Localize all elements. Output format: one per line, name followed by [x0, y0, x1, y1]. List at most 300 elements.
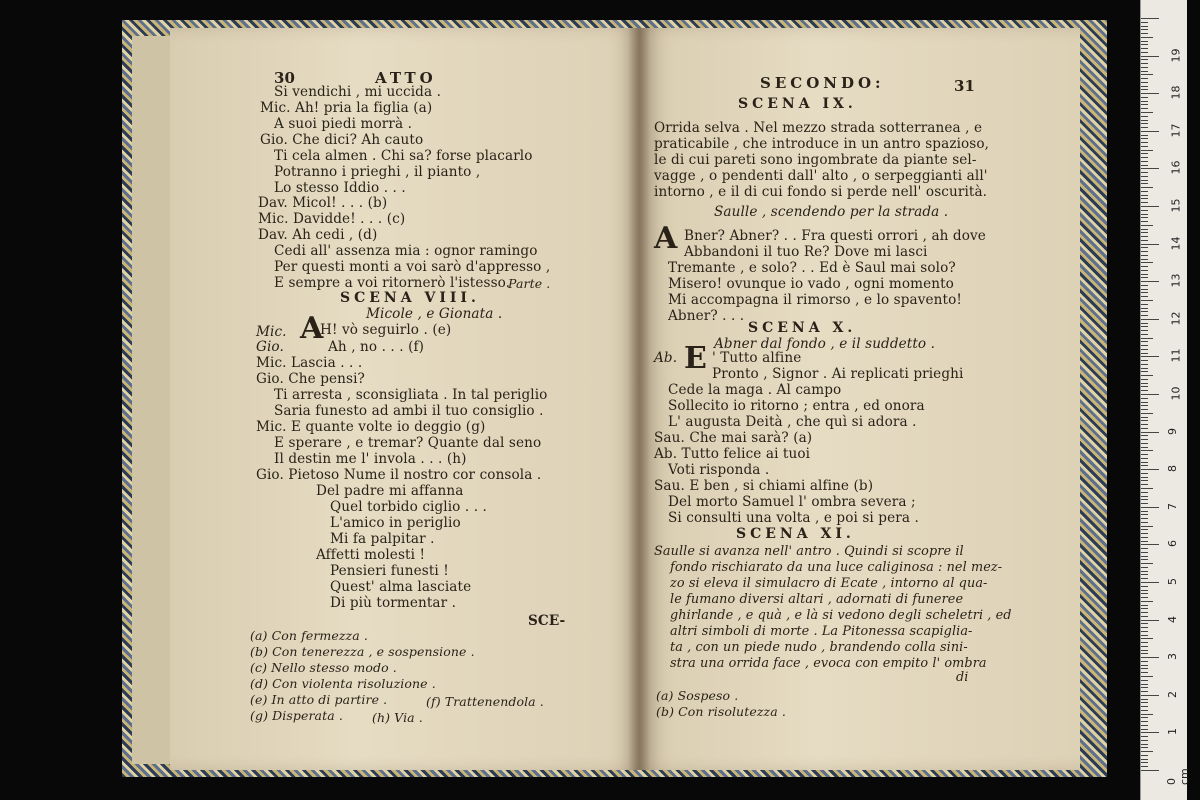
ruler-tick [1141, 496, 1148, 497]
stage-line: stra una orrida face , evoca con empito l' ombra [670, 656, 987, 671]
ruler-tick [1141, 770, 1159, 771]
ruler-tick [1141, 59, 1148, 60]
ruler-tick [1141, 33, 1148, 34]
ruler-tick [1141, 744, 1148, 745]
ruler-tick [1141, 146, 1148, 147]
ruler-tick [1141, 420, 1148, 421]
text-line: H! vò seguirlo . (e) [320, 322, 452, 338]
stage-line: zo si eleva il simulacro di Ecate , intorno al qua- [670, 576, 988, 591]
text-line: Ab. Tutto felice ai tuoi [654, 446, 811, 462]
page-edges [132, 36, 175, 764]
ruler-tick [1141, 274, 1148, 275]
text-line: E sempre a voi ritornerò l'istesso. [274, 275, 511, 291]
ruler-tick [1141, 326, 1148, 327]
text-line: Abbandoni il tuo Re? Dove mi lasci [684, 244, 928, 260]
text-line: Per questi monti a voi sarò d'appresso , [274, 259, 551, 275]
ruler-tick [1141, 52, 1148, 53]
ruler-tick [1141, 492, 1148, 493]
ruler-tick [1141, 668, 1148, 669]
text-line: E sperare , e tremar? Quante dal seno [274, 435, 542, 451]
ruler-tick [1141, 650, 1148, 651]
ruler-number: 17 [1169, 123, 1183, 138]
ruler-tick [1141, 511, 1148, 512]
ruler-tick [1141, 37, 1153, 38]
ruler-tick [1141, 289, 1148, 290]
ruler-number: 15 [1169, 198, 1183, 213]
ruler-number: 7 [1166, 502, 1179, 510]
ruler-tick [1141, 533, 1148, 534]
ruler-tick [1141, 631, 1148, 632]
ruler-tick [1141, 657, 1159, 658]
ruler-tick [1141, 304, 1148, 305]
text-line: Del morto Samuel l' ombra severa ; [668, 494, 916, 510]
right-page [640, 28, 1080, 770]
ruler-tick [1141, 544, 1159, 545]
ruler-tick [1141, 101, 1148, 102]
text-line: Lo stesso Iddio . . . [274, 180, 406, 196]
measuring-ruler [1140, 0, 1191, 800]
footnote: (a) Sospeso . [656, 688, 739, 703]
catchword: di [956, 670, 969, 685]
ruler-tick [1141, 665, 1148, 666]
ruler-tick [1141, 364, 1148, 365]
ruler-tick [1141, 480, 1148, 481]
ruler-tick [1141, 89, 1148, 90]
stage-line: Orrida selva . Nel mezzo strada sotterranea , e [654, 120, 983, 136]
text-line: Pensieri funesti ! [330, 563, 449, 579]
ruler-tick [1141, 48, 1148, 49]
ruler-tick [1141, 435, 1148, 436]
footnote: (g) Disperata . [250, 708, 343, 723]
ruler-tick [1141, 518, 1148, 519]
ruler-tick [1141, 762, 1148, 763]
ruler-tick [1141, 559, 1148, 560]
ruler-tick [1141, 537, 1148, 538]
ruler-tick [1141, 522, 1148, 523]
ruler-number: 3 [1166, 653, 1179, 661]
ruler-tick [1141, 684, 1148, 685]
ruler-tick [1141, 586, 1148, 587]
ruler-tick [1141, 747, 1148, 748]
ruler-tick [1141, 153, 1148, 154]
page-number: 30 [274, 69, 296, 87]
ruler-tick [1141, 277, 1148, 278]
stage-line: ghirlande , e quà , e là si vedono degli scheletri , ed [670, 608, 1012, 623]
text-line: Voti risponda . [668, 462, 770, 478]
stage-line: altri simboli di morte . La Pitonessa scapiglia- [670, 624, 973, 639]
ruler-tick [1141, 138, 1148, 139]
text-line: Misero! ovunque io vado , ogni momento [668, 276, 954, 292]
footnote: (b) Con risolutezza . [656, 704, 786, 719]
ruler-tick [1141, 736, 1148, 737]
footnote: (a) Con fermezza . [250, 628, 368, 643]
text-line: Sau. Che mai sarà? (a) [654, 430, 813, 446]
ruler-tick [1141, 330, 1148, 331]
ruler-tick [1141, 556, 1148, 557]
ruler-tick [1141, 379, 1148, 380]
ruler-tick [1141, 473, 1148, 474]
ruler-tick [1141, 285, 1148, 286]
ruler-number: 8 [1166, 465, 1179, 473]
ruler-tick [1141, 702, 1148, 703]
page-number: 31 [954, 77, 976, 95]
ruler-tick [1141, 646, 1148, 647]
ruler-tick [1141, 447, 1148, 448]
ruler-number: 14 [1169, 236, 1183, 251]
ruler-tick [1141, 465, 1148, 466]
ruler-tick [1141, 262, 1153, 263]
ruler-tick [1141, 413, 1153, 414]
ruler-tick [1141, 195, 1148, 196]
stage-line: vagge , o pendenti dall' alto , o serpeggianti all' [654, 168, 988, 184]
catchword: SCE- [528, 613, 566, 629]
ruler-number: 5 [1166, 578, 1179, 585]
ruler-tick [1141, 315, 1148, 316]
text-line: Cedi all' assenza mia : ognor ramingo [274, 243, 538, 259]
text-line: Mic. E quante volte io deggio (g) [256, 419, 486, 435]
ruler-tick [1141, 616, 1148, 617]
ruler-tick [1141, 356, 1159, 357]
footnote: (e) In atto di partire . [250, 692, 388, 707]
ruler-tick [1141, 44, 1148, 45]
ruler-tick [1141, 67, 1148, 68]
scene-heading: SCENA VIII. [340, 290, 480, 306]
ruler-tick [1141, 116, 1148, 117]
footnote: (f) Trattenendola . [426, 694, 544, 709]
ruler-tick [1141, 563, 1153, 564]
ruler-tick [1141, 232, 1148, 233]
ruler-number: 11 [1169, 348, 1183, 363]
ruler-tick [1141, 484, 1148, 485]
text-line: L' augusta Deità , che quì si adora . [668, 414, 917, 430]
ruler-tick [1141, 26, 1148, 27]
stage-line: le fumano diversi altari , adornati di funeree [670, 592, 964, 607]
ruler-tick [1141, 526, 1153, 527]
ruler-tick [1141, 402, 1148, 403]
text-line: Mic. Lascia . . . [256, 355, 363, 371]
stage-line: fondo rischiarato da una luce caliginosa : nel mez- [670, 560, 1003, 575]
ruler-tick [1141, 627, 1148, 628]
ruler-tick [1141, 443, 1148, 444]
text-line: Quel torbido ciglio . . . [330, 499, 487, 515]
ruler-tick [1141, 605, 1148, 606]
ruler-number: 13 [1169, 273, 1183, 288]
text-line: Si vendichi , mi uccida . [274, 84, 442, 100]
text-line: Ah , no . . . (f) [328, 339, 425, 355]
ruler-tick [1141, 323, 1148, 324]
ruler-tick [1141, 86, 1148, 87]
ruler-tick [1141, 383, 1148, 384]
running-head: ATTO [375, 69, 437, 87]
text-line: ' Tutto alfine [712, 350, 802, 366]
text-line: Sau. E ben , si chiami alfine (b) [654, 478, 874, 494]
speaker: Gio. [256, 339, 284, 355]
text-line: Bner? Abner? . . Fra questi orrori , ah dove [684, 228, 986, 244]
ruler-tick [1141, 217, 1148, 218]
ruler-tick [1141, 409, 1148, 410]
ruler-tick [1141, 417, 1148, 418]
ruler-tick [1141, 63, 1148, 64]
ruler-tick [1141, 187, 1153, 188]
ruler-number: 16 [1169, 160, 1183, 175]
exit-note: Parte . [508, 276, 551, 291]
ruler-tick [1141, 123, 1148, 124]
ruler-tick [1141, 18, 1159, 19]
text-line: Del padre mi affanna [316, 483, 464, 499]
stage-direction: Micole , e Gionata . [366, 306, 503, 322]
ruler-tick [1141, 56, 1159, 57]
text-line: Affetti molesti ! [316, 547, 426, 563]
ruler-tick [1141, 375, 1153, 376]
ruler-tick [1141, 653, 1148, 654]
ruler-tick [1141, 717, 1148, 718]
ruler-tick [1141, 503, 1148, 504]
ruler-tick [1141, 191, 1148, 192]
ruler-tick [1141, 131, 1159, 132]
text-line: Il destin me l' invola . . . (h) [274, 451, 467, 467]
ruler-tick [1141, 353, 1148, 354]
ruler-tick [1141, 71, 1148, 72]
text-line: Tremante , e solo? . . Ed è Saul mai solo? [668, 260, 956, 276]
ruler-tick [1141, 97, 1148, 98]
ruler-tick [1141, 635, 1148, 636]
text-line: Ti cela almen . Chi sa? forse placarlo [274, 148, 533, 164]
ruler-tick [1141, 601, 1153, 602]
drop-cap: A [300, 311, 324, 346]
ruler-tick [1141, 462, 1148, 463]
ruler-tick [1141, 571, 1148, 572]
ruler-tick [1141, 221, 1148, 222]
ruler-tick [1141, 150, 1153, 151]
ruler-tick [1141, 74, 1153, 75]
ruler-tick [1141, 214, 1148, 215]
ruler-tick [1141, 247, 1148, 248]
ruler-tick [1141, 398, 1148, 399]
ruler-tick [1141, 529, 1148, 530]
text-line: Dav. Ah cedi , (d) [258, 227, 378, 243]
stage-direction: Saulle , scendendo per la strada . [714, 204, 949, 220]
ruler-number: 19 [1169, 48, 1183, 63]
ruler-tick [1141, 349, 1148, 350]
book-gutter [628, 28, 650, 770]
ruler-number: 10 [1169, 386, 1183, 401]
speaker: Mic. [256, 324, 287, 340]
ruler-tick [1141, 210, 1148, 211]
ruler-tick [1141, 202, 1148, 203]
ruler-tick [1141, 548, 1148, 549]
ruler-tick [1141, 424, 1148, 425]
ruler-tick [1141, 368, 1148, 369]
text-line: Gio. Che dici? Ah cauto [260, 132, 424, 148]
footnote: (d) Con violenta risoluzione . [250, 676, 436, 691]
ruler-tick [1141, 386, 1148, 387]
ruler-number: 0 cm [1165, 768, 1191, 785]
ruler-tick [1141, 120, 1148, 121]
ruler-tick [1141, 319, 1159, 320]
ruler-tick [1141, 608, 1148, 609]
ruler-tick [1141, 740, 1148, 741]
text-line: Mi fa palpitar . [330, 531, 435, 547]
speaker: Ab. [654, 350, 678, 366]
scene-heading: SCENA XI. [736, 526, 855, 542]
ruler-number: 12 [1169, 311, 1183, 326]
ruler-tick [1141, 766, 1148, 767]
ruler-tick [1141, 168, 1159, 169]
ruler-tick [1141, 135, 1148, 136]
ruler-tick [1141, 567, 1148, 568]
ruler-tick [1141, 541, 1148, 542]
ruler-tick [1141, 507, 1159, 508]
text-line: Cede la maga . Al campo [668, 382, 842, 398]
ruler-number: 9 [1166, 427, 1179, 435]
ruler-tick [1141, 672, 1148, 673]
ruler-tick [1141, 578, 1148, 579]
ruler-tick [1141, 755, 1148, 756]
ruler-tick [1141, 638, 1153, 639]
ruler-tick [1141, 338, 1153, 339]
ruler-tick [1141, 82, 1148, 83]
ruler-tick [1141, 729, 1148, 730]
ruler-tick [1141, 251, 1148, 252]
ruler-number: 6 [1166, 540, 1179, 548]
footnote: (c) Nello stesso modo . [250, 660, 397, 675]
ruler-tick [1141, 390, 1148, 391]
ruler-tick [1141, 29, 1148, 30]
ruler-tick [1141, 450, 1153, 451]
ruler-tick [1141, 552, 1148, 553]
ruler-tick [1141, 206, 1159, 207]
ruler-tick [1141, 695, 1159, 696]
ruler-tick [1141, 172, 1148, 173]
stage-line: intorno , e il di cui fondo si perde nell' oscurità. [654, 184, 988, 200]
ruler-tick [1141, 292, 1148, 293]
ruler-number: 2 [1166, 690, 1179, 698]
ruler-tick [1141, 499, 1148, 500]
ruler-tick [1141, 612, 1148, 613]
text-line: Potranno i prieghi , il pianto , [274, 164, 481, 180]
text-line: Gio. Che pensi? [256, 371, 365, 387]
ruler-tick [1141, 687, 1148, 688]
ruler-tick [1141, 699, 1148, 700]
ruler-tick [1141, 590, 1148, 591]
text-line: Mi accompagna il rimorso , e lo spavento! [668, 292, 962, 308]
ruler-tick [1141, 597, 1148, 598]
stage-line: Saulle si avanza nell' antro . Quindi si scopre il [654, 544, 964, 559]
ruler-tick [1141, 710, 1148, 711]
text-line: Ti arresta , sconsigliata . In tal periglio [274, 387, 548, 403]
ruler-tick [1141, 93, 1159, 94]
scene-heading: SCENA X. [748, 320, 857, 336]
ruler-tick [1141, 360, 1148, 361]
ruler-tick [1141, 229, 1148, 230]
ruler-tick [1141, 108, 1148, 109]
ruler-tick [1141, 311, 1148, 312]
ruler-tick [1141, 308, 1148, 309]
text-line: Saria funesto ad ambi il tuo consiglio . [274, 403, 544, 419]
ruler-tick [1141, 183, 1148, 184]
text-line: Pronto , Signor . Ai replicati prieghi [712, 366, 964, 382]
ruler-tick [1141, 78, 1148, 79]
ruler-tick [1141, 642, 1148, 643]
ruler-tick [1141, 240, 1148, 241]
ruler-tick [1141, 725, 1148, 726]
ruler-tick [1141, 661, 1148, 662]
ruler-tick [1141, 620, 1159, 621]
ruler-tick [1141, 259, 1148, 260]
ruler-tick [1141, 759, 1148, 760]
stage-line: le di cui pareti sono ingombrate da piante sel- [654, 152, 977, 168]
ruler-tick [1141, 345, 1148, 346]
ruler-tick [1141, 198, 1148, 199]
stage-line: praticabile , che introduce in un antro spazioso, [654, 136, 990, 152]
ruler-tick [1141, 582, 1159, 583]
ruler-tick [1141, 244, 1159, 245]
ruler-tick [1141, 176, 1148, 177]
ruler-tick [1141, 680, 1148, 681]
ruler-tick [1141, 41, 1148, 42]
running-head: SECONDO: [760, 74, 885, 92]
ruler-tick [1141, 469, 1159, 470]
ruler-tick [1141, 142, 1148, 143]
text-line: A suoi piedi morrà . [274, 116, 413, 132]
ruler-tick [1141, 341, 1148, 342]
ruler-tick [1141, 225, 1153, 226]
text-line: Dav. Micol! . . . (b) [258, 195, 388, 211]
ruler-tick [1141, 676, 1153, 677]
text-line: L'amico in periglio [330, 515, 461, 531]
ruler-number: 4 [1166, 615, 1179, 623]
ruler-tick [1141, 281, 1159, 282]
ruler-tick [1141, 732, 1159, 733]
stage-line: ta , con un piede nudo , brandendo colla sini- [670, 640, 968, 655]
ruler-tick [1141, 458, 1148, 459]
ruler-tick [1141, 574, 1148, 575]
ruler-tick [1141, 714, 1153, 715]
ruler-tick [1141, 334, 1148, 335]
ruler-tick [1141, 751, 1153, 752]
ruler-tick [1141, 236, 1148, 237]
ruler-tick [1141, 255, 1148, 256]
ruler-tick [1141, 721, 1148, 722]
ruler-tick [1141, 266, 1148, 267]
text-line: Di più tormentar . [330, 595, 457, 611]
ruler-tick [1141, 623, 1148, 624]
ruler-tick [1141, 428, 1148, 429]
ruler-tick [1141, 270, 1148, 271]
ruler-tick [1141, 394, 1159, 395]
text-line: Mic. Ah! pria la figlia (a) [260, 100, 433, 116]
scene-heading: SCENA IX. [738, 96, 857, 112]
drop-cap: E [684, 341, 707, 376]
ruler-tick [1141, 706, 1148, 707]
stage-direction: Abner dal fondo , e il suddetto . [714, 336, 936, 352]
text-line: Quest' alma lasciate [330, 579, 472, 595]
ruler-number: 18 [1169, 85, 1183, 100]
ruler-tick [1141, 127, 1148, 128]
ruler-tick [1141, 439, 1148, 440]
ruler-tick [1141, 405, 1148, 406]
ruler-tick [1141, 454, 1148, 455]
ruler-tick [1141, 300, 1153, 301]
ruler-tick [1141, 112, 1153, 113]
drop-cap: A [654, 221, 678, 256]
ruler-tick [1141, 104, 1148, 105]
text-line: Sollecito io ritorno ; entra , ed onora [668, 398, 925, 414]
text-line: Si consulti una volta , e poi si pera . [668, 510, 919, 526]
ruler-tick [1141, 593, 1148, 594]
ruler-tick [1141, 165, 1148, 166]
ruler-tick [1141, 514, 1148, 515]
